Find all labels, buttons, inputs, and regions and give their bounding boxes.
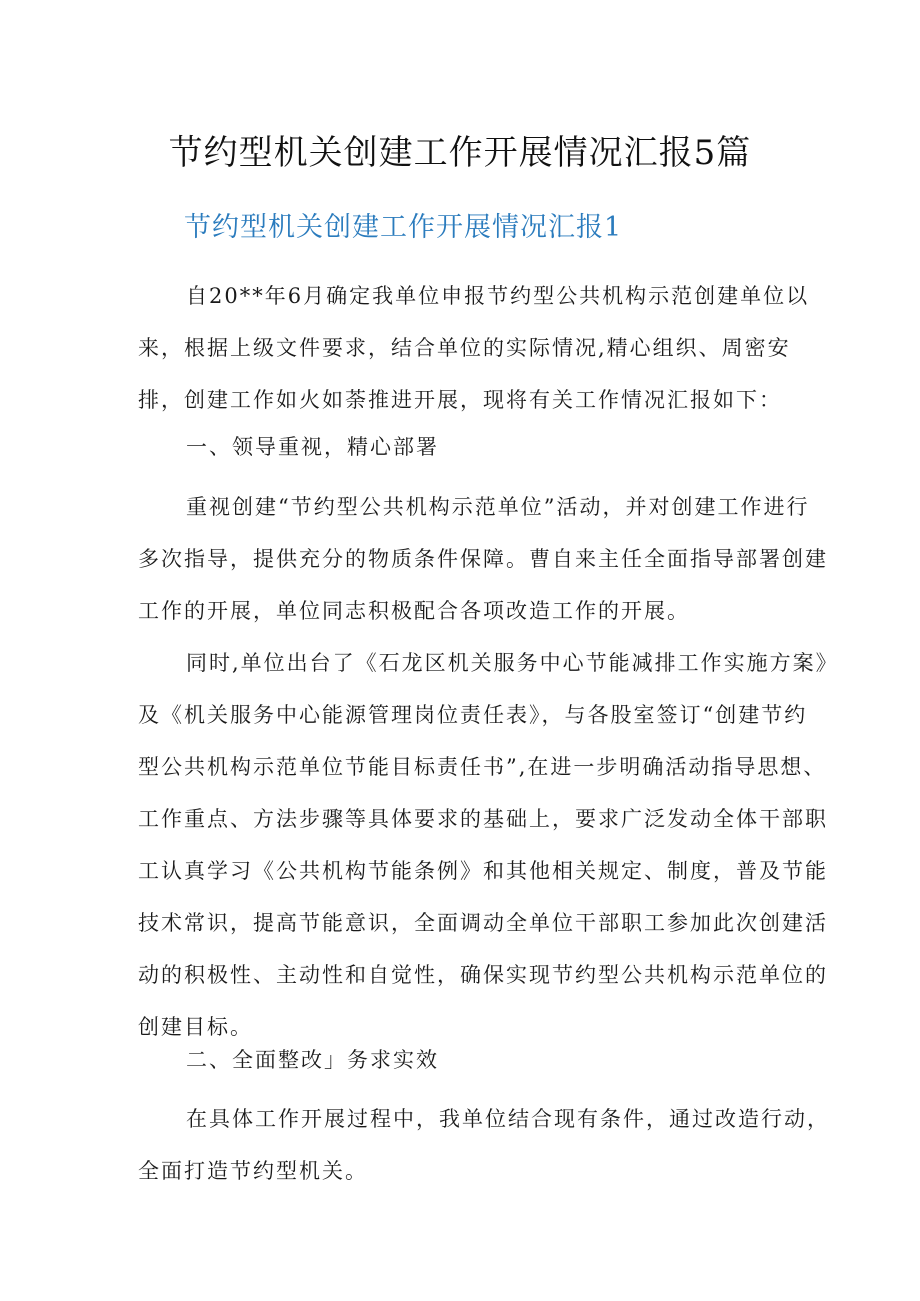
paragraph-line: 同时,单位出台了《石龙区机关服务中心节能减排工作实施方案》 [186, 651, 839, 675]
paragraph-line: 重视创建“节约型公共机构示范单位”活动，并对创建工作进行 [186, 495, 810, 519]
paragraph-line: 及《机关服务中心能源管理岗位责任表》，与各股室签订“创建节约 [138, 703, 808, 727]
paragraph-line: 技术常识，提高节能意识，全面调动全单位干部职工参加此次创建活 [138, 911, 828, 935]
document-title: 节约型机关创建工作开展情况汇报5篇 [168, 133, 752, 173]
paragraph-line: 工作重点、方法步骤等具体要求的基础上，要求广泛发动全体干部职 [138, 807, 828, 831]
paragraph-leadership [138, 481, 828, 637]
paragraph-line: 来，根据上级文件要求，结合单位的实际情况,精心组织、周密安 [138, 336, 791, 360]
paragraph-line: 型公共机构示范单位节能目标责任书”,在进一步明确活动指导思想、 [138, 755, 827, 779]
paragraph-line: 工作的开展，单位同志积极配合各项改造工作的开展。 [138, 599, 690, 623]
heading-leadership: 一、领导重视，精心部署 [186, 435, 439, 459]
paragraph-line: 自20**年6月确定我单位申报节约型公共机构示范创建单位以 [186, 284, 810, 308]
paragraph-line: 在具体工作开展过程中，我单位结合现有条件，通过改造行动， [186, 1107, 830, 1131]
paragraph-implementation [138, 1093, 830, 1197]
paragraph-line: 动的积极性、主动性和自觉性，确保实现节约型公共机构示范单位的 [138, 963, 828, 987]
paragraph-line: 创建目标。 [138, 1015, 253, 1039]
paragraph-line: 排，创建工作如火如荼推进开展，现将有关工作情况汇报如下： [138, 388, 782, 412]
section-title: 节约型机关创建工作开展情况汇报1 [184, 212, 623, 243]
paragraph-line: 工认真学习《公共机构节能条例》和其他相关规定、制度，普及节能 [138, 859, 828, 883]
paragraph-intro [138, 270, 810, 426]
paragraph-line: 全面打造节约型机关。 [138, 1159, 368, 1183]
paragraph-measures [138, 637, 839, 1053]
heading-rectification: 二、全面整改」务求实效 [186, 1048, 439, 1072]
paragraph-line: 多次指导，提供充分的物质条件保障。曹自来主任全面指导部署创建 [138, 547, 828, 571]
